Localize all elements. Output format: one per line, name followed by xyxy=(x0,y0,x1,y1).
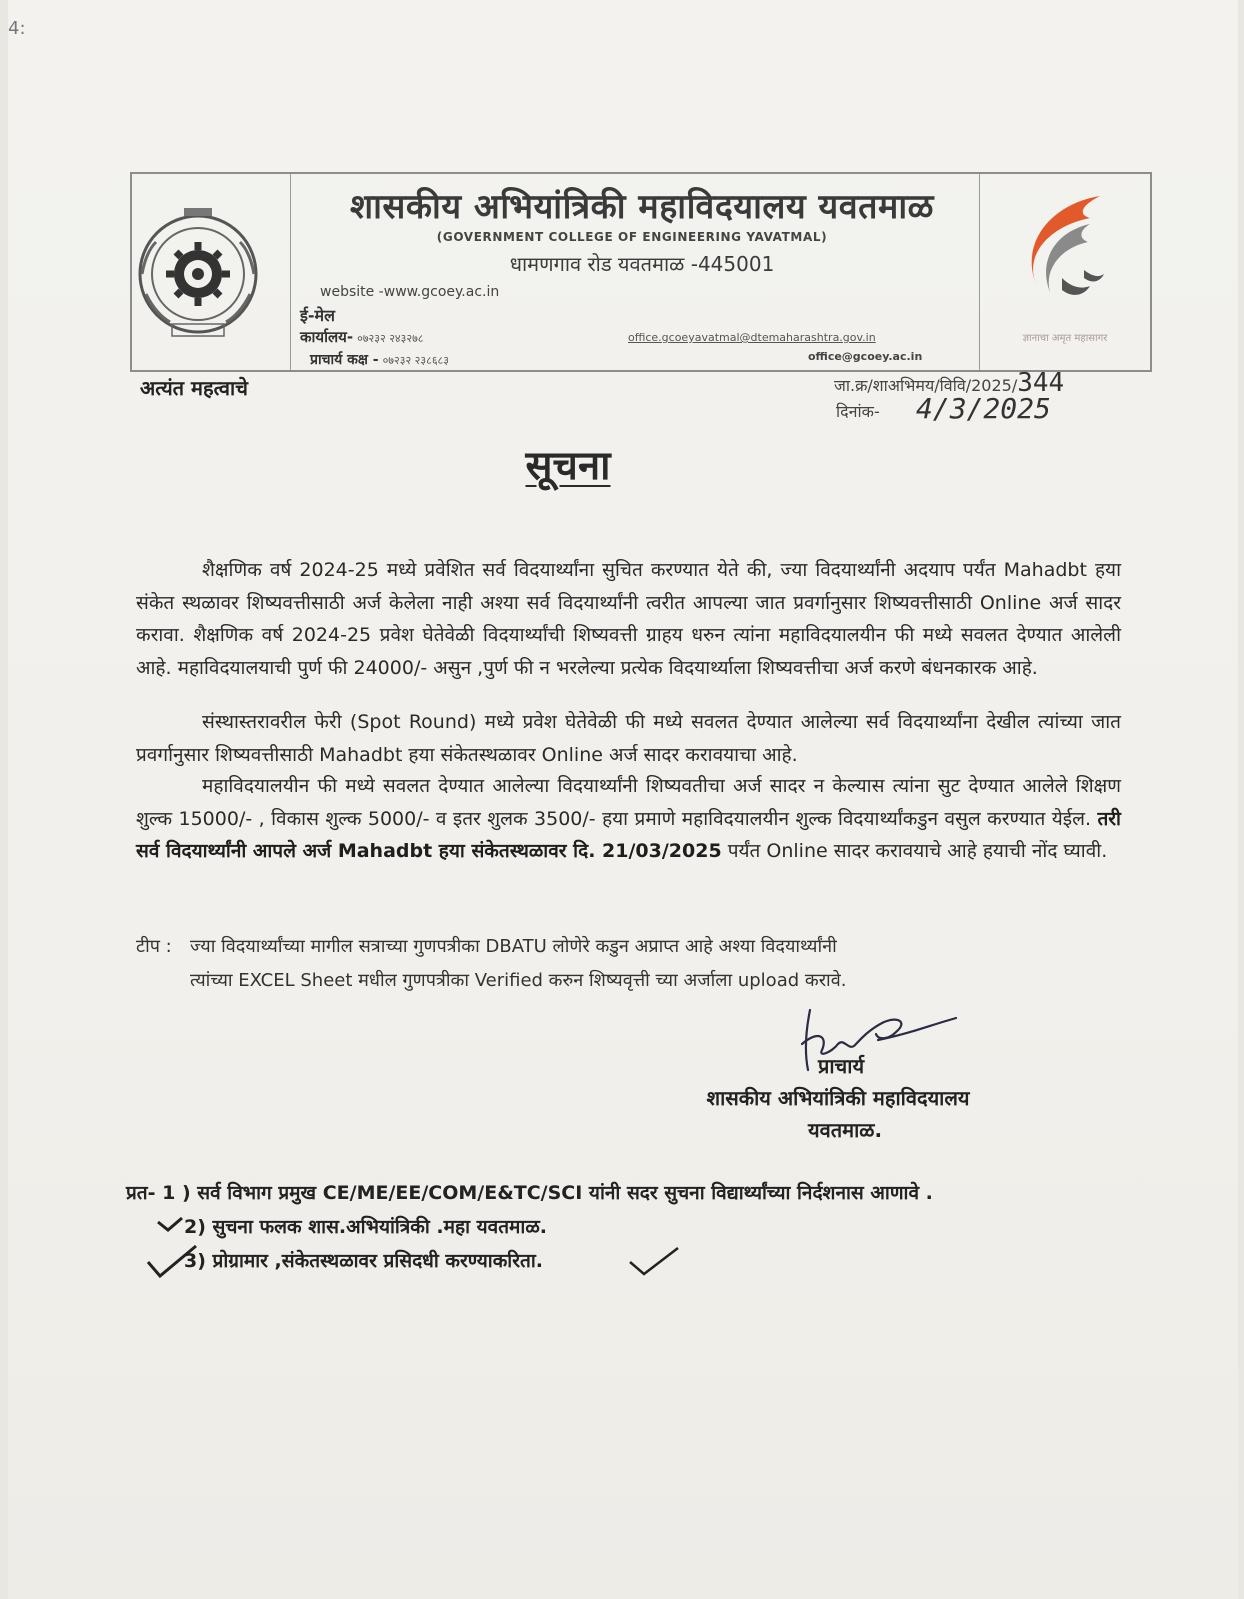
paragraph-3-tail: पर्यंत Online सादर करावयाचे आहे हयाची नोंद घ्यावी. xyxy=(727,840,1108,862)
college-website: website -www.gcoey.ac.in xyxy=(320,284,500,300)
paragraph-3 xyxy=(136,770,1121,868)
logo-tagline: ज्ञानाचा अमृत महासागर xyxy=(1022,333,1108,344)
gear-emblem-icon xyxy=(132,174,290,370)
email-label: ई-मेल xyxy=(300,306,335,325)
principal-phone-row xyxy=(310,350,449,369)
paragraph-3-deadline: तरी सर्व विदयार्थ्यांनी आपले अर्ज Mahadbt हया संकेतस्थळावर दि. 21/03/2025 xyxy=(136,807,1121,862)
office-label: कार्यालय- xyxy=(300,328,354,346)
letterhead xyxy=(130,172,1152,372)
principal-phone: ०७२३२ २३८६८३ xyxy=(382,354,449,367)
principal-label: प्राचार्य कक्ष - xyxy=(310,352,379,368)
college-emblem xyxy=(132,174,291,370)
reference-prefix: जा.क्र/शाअभिमय/विवि/2025/ xyxy=(834,376,1018,395)
office-email-2: office@gcoey.ac.in xyxy=(808,350,923,363)
reference-number-handwritten: 344 xyxy=(1017,368,1065,398)
flame-logo-icon xyxy=(980,174,1150,324)
signatory-designation: प्राचार्य xyxy=(818,1054,865,1078)
college-address: धामणगाव रोड यवतमाळ -445001 xyxy=(509,252,775,276)
letterhead-center xyxy=(292,174,982,370)
note-label: टीप : xyxy=(136,936,172,957)
note-line-2: त्यांच्या EXCEL Sheet मधील गुणपत्रीका Verified करुन शिष्यवृत्ती च्या अर्जाला upload करावे. xyxy=(190,970,847,991)
margin-mark: 4: xyxy=(8,18,26,39)
signatory-city: यवतमाळ. xyxy=(808,1118,883,1142)
date-label: दिनांक- xyxy=(836,402,880,421)
notice-title: सूचना xyxy=(525,442,611,489)
date-value-handwritten: 4/3/2025 xyxy=(916,392,1051,425)
paragraph-2: संस्थास्तरावरील फेरी (Spot Round) मध्ये प्रवेश घेतेवेळी फी मध्ये सवलत देण्यात आलेल्या सर्व विदयार्थ्यांना देखील त्यांच्या जात प्रवर्गानुसार शिष्यवत्तीसाठी Mahadbt हया संकेतस्थळावर Online अर्ज सादर करावयाचा आहे. xyxy=(136,711,1121,766)
note-block xyxy=(136,930,1036,998)
office-phone-row xyxy=(300,327,424,347)
copy-to-list xyxy=(126,1176,933,1278)
signatory-block xyxy=(668,1050,1008,1146)
copy-to-item-3: 3) प्रोग्रामार ,संकेतस्थळावर प्रसिदधी करण्याकरिता. xyxy=(184,1250,543,1272)
college-name-english: (GOVERNMENT COLLEGE OF ENGINEERING YAVATMAL) xyxy=(436,230,828,244)
paragraph-1: शैक्षणिक वर्ष 2024-25 मध्ये प्रवेशित सर्व विदयार्थ्यांना सुचित करण्यात येते की, ज्या विदयार्थ्यांनी अदयाप पर्यंत Mahadbt हया संकेत स्थळावर शिष्यवत्तीसाठी अर्ज केलेला नाही अश्या सर्व विदयार्थ्यांनी त्वरीत आपल्या जात प्रवर्गानुसार शिष्यवत्तीसाठी Online अर्ज सादर करावा. शैक्षणिक वर्ष 2024-25 प्रवेश घेतेवेळी विदयार्थ्यांची शिष्यवत्ती ग्राहय धरुन त्यांना महाविदयालयीन फी मध्ये सवलत देण्यात आलेली आहे. महाविदयालयाची पुर्ण फी 24000/- असुन ,पुर्ण फी न भरलेल्या प्रत्येक विदयार्थ्याला शिष्यवत्तीचा अर्ज करणे बंधनकारक आहे. xyxy=(136,559,1121,679)
paragraph-3-text: महाविदयालयीन फी मध्ये सवलत देण्यात आलेल्या विदयार्थ्यांनी शिष्यवतीचा अर्ज सादर न केल्यास त्यांना सुट देण्यात आलेले शिक्षण शुल्क 15000/- , विकास शुल्क 5000/- व इतर शुलक 3500/- हया प्रमाणे महाविदयालयीन शुल्क विदयार्थ्यांकडुन वसुल करण्यात येईल. xyxy=(136,775,1121,830)
note-line-1: ज्या विदयार्थ्यांच्या मागील सत्राच्या गुणपत्रीका DBATU लोणेरे कडुन अप्राप्त आहे अश्या विदयार्थ्यांनी xyxy=(190,936,837,957)
copy-to-item-2: 2) सुचना फलक शास.अभियांत्रिकी .महा यवतमाळ. xyxy=(184,1216,547,1238)
office-phone: ०७२३२ २४३२७८ xyxy=(357,332,424,345)
urgent-label: अत्यंत महत्वाचे xyxy=(140,376,248,400)
office-email-1: office.gcoeyavatmal@dtemaharashtra.gov.in xyxy=(628,331,876,344)
document-page xyxy=(8,0,1238,1599)
dte-logo xyxy=(979,174,1150,370)
copy-to-item-1: प्रत- 1 ) सर्व विभाग प्रमुख CE/ME/EE/COM/E&TC/SCI यांनी सदर सुचना विद्यार्थ्यांच्या निर्दशनास आणावे . xyxy=(126,1182,933,1204)
signatory-institution: शासकीय अभियांत्रिकी महाविदयालय xyxy=(706,1086,970,1110)
college-name-marathi: शासकीय अभियांत्रिकी महाविदयालय यवतमाळ xyxy=(350,187,934,227)
